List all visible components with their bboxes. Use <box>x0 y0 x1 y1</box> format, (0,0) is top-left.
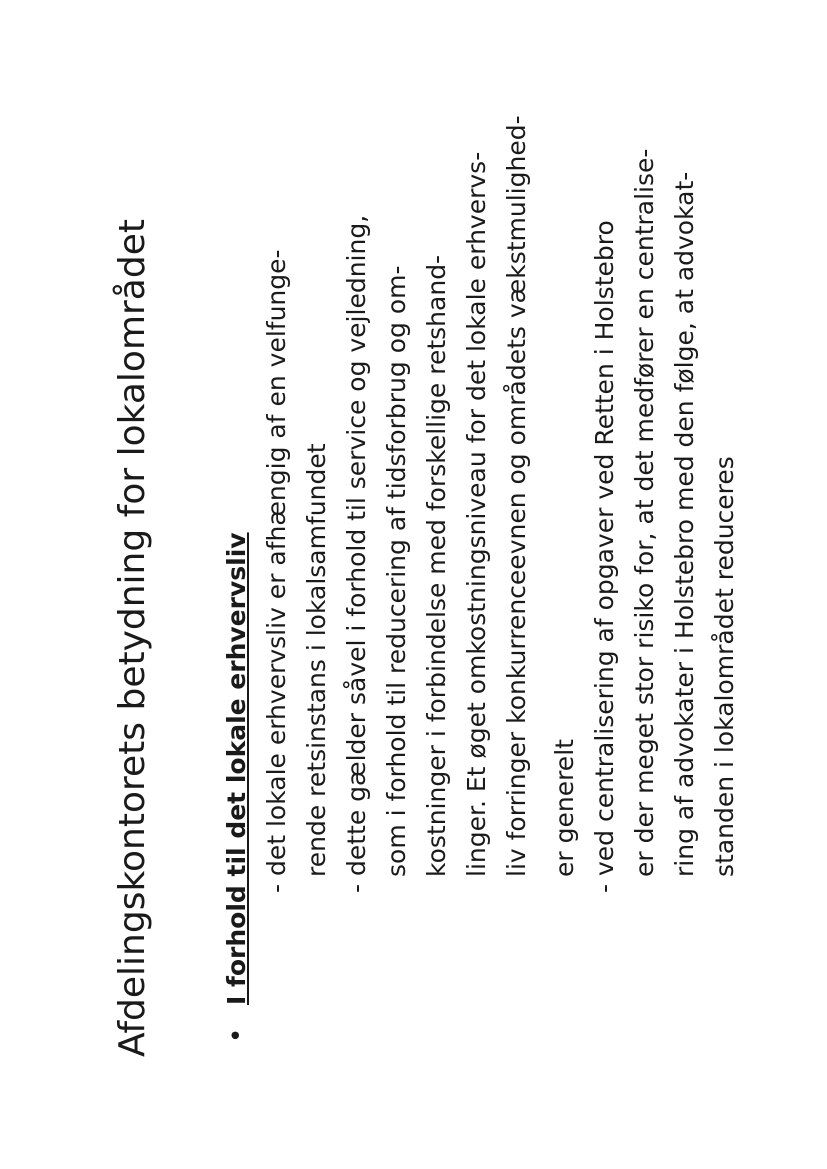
bullet-marker: • <box>222 1027 252 1043</box>
body-line-8: er generelt <box>550 739 579 877</box>
body-line-9: - ved centralisering af opgaver ved Retten i Holstebro <box>590 220 619 893</box>
body-line-5: kostninger i forbindelse med forskellige retshand- <box>422 254 451 877</box>
body-line-2: rende retsinstans i lokalsamfundet <box>302 443 331 877</box>
body-line-3: - dette gælder såvel i forhold til service og vejledning, <box>342 214 371 893</box>
body-line-10: er der meget stor risiko for, at det medfører en centralise- <box>630 148 659 877</box>
body-line-4: som i forhold til reducering af tidsforbrug og om- <box>382 265 411 877</box>
body-line-1: - det lokale erhvervsliv er afhængig af en velfunge- <box>262 249 291 893</box>
body-line-6: linger. Et øget omkostningsniveau for det lokale erhvervs- <box>462 151 491 877</box>
body-line-12: standen i lokalområdet reduceres <box>710 456 739 877</box>
section-heading: I forhold til det lokale erhvervsliv <box>222 532 251 1005</box>
page-title: Afdelingskontorets betydning for lokalområdet <box>112 219 153 1057</box>
body-line-11: ring af advokater i Holstebro med den følge, at advokat- <box>670 171 699 877</box>
body-line-7: liv forringer konkurrenceevnen og områdets vækstmulighed- <box>502 115 531 877</box>
